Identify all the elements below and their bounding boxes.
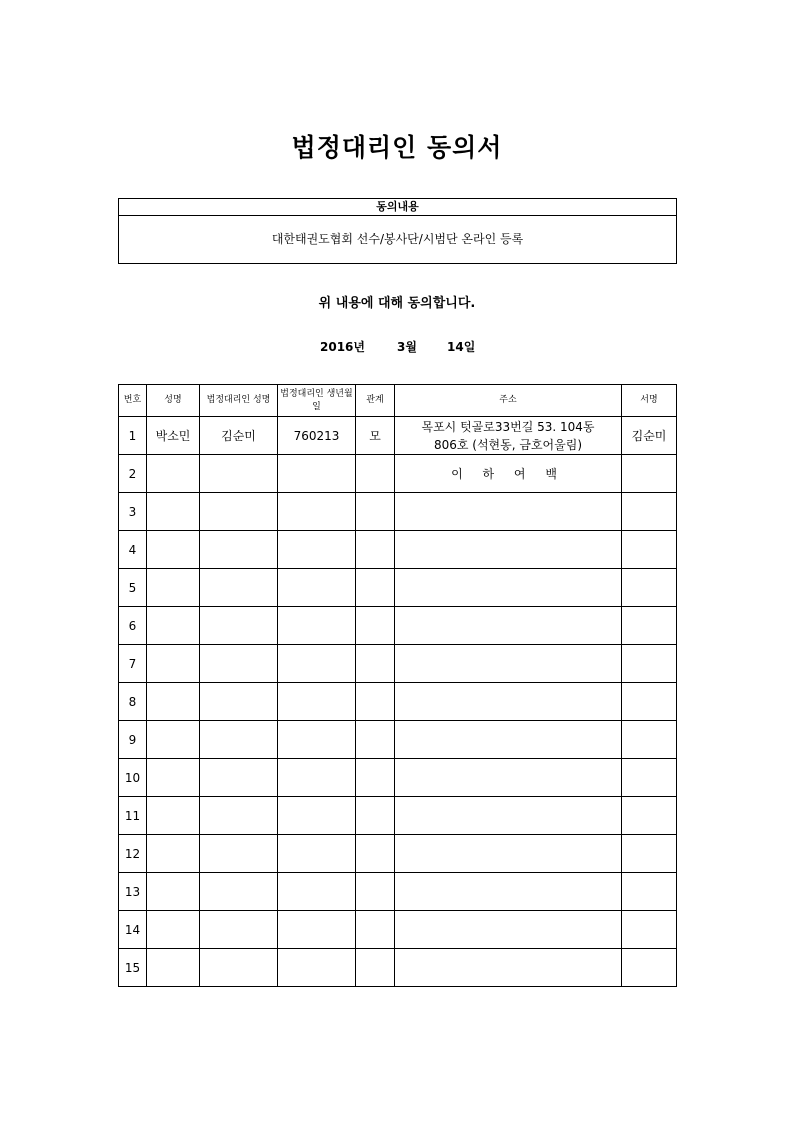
table-row [119,683,677,721]
cell-relation [356,455,395,493]
header-name: 성명 [147,385,200,417]
row-number: 15 [119,949,147,987]
row-number: 4 [119,531,147,569]
cell-guardian-name [200,721,278,759]
row-number: 1 [119,417,147,455]
table-row [119,721,677,759]
cell-guardian-birth [278,797,356,835]
cell-guardian-birth [278,607,356,645]
cell-address [395,645,622,683]
table-row [119,455,677,493]
cell-address [395,493,622,531]
cell-guardian-birth [278,759,356,797]
cell-signature [622,607,677,645]
cell-guardian-name [200,949,278,987]
cell-relation [356,645,395,683]
cell-name [147,873,200,911]
cell-guardian-birth: 760213 [278,417,356,455]
cell-address [395,569,622,607]
table-row [119,949,677,987]
table-row [119,759,677,797]
cell-relation [356,835,395,873]
header-address: 주소 [395,385,622,417]
table-body [119,417,677,987]
cell-relation [356,873,395,911]
row-number: 7 [119,645,147,683]
cell-address [395,759,622,797]
cell-guardian-birth [278,873,356,911]
cell-signature: 김순미 [622,417,677,455]
cell-address [395,797,622,835]
cell-guardian-name [200,569,278,607]
cell-guardian-birth [278,683,356,721]
cell-guardian-name [200,493,278,531]
cell-name [147,569,200,607]
cell-guardian-birth [278,949,356,987]
row-number: 2 [119,455,147,493]
cell-signature [622,531,677,569]
cell-name [147,531,200,569]
cell-guardian-name [200,683,278,721]
cell-address [395,683,622,721]
cell-address [395,721,622,759]
cell-signature [622,949,677,987]
date-year: 2016년 [320,340,365,354]
cell-relation: 모 [356,417,395,455]
cell-name [147,645,200,683]
row-number: 11 [119,797,147,835]
agreement-statement: 위 내용에 대해 동의합니다. [318,296,476,311]
cell-guardian-name [200,797,278,835]
cell-name [147,759,200,797]
cell-name: 박소민 [147,417,200,455]
table-row [119,835,677,873]
cell-name [147,721,200,759]
table-row [119,417,677,455]
cell-guardian-name [200,835,278,873]
table-row [119,607,677,645]
cell-relation [356,797,395,835]
date-month: 3월 [397,340,417,354]
cell-guardian-birth [278,531,356,569]
row-number: 8 [119,683,147,721]
cell-guardian-birth [278,721,356,759]
date-day: 14일 [447,340,476,354]
cell-guardian-name [200,455,278,493]
cell-guardian-birth [278,493,356,531]
cell-signature [622,835,677,873]
cell-signature [622,797,677,835]
cell-name [147,607,200,645]
cell-address-blank-note: 이 하 여 백 [395,455,622,493]
row-number: 3 [119,493,147,531]
cell-name [147,911,200,949]
cell-guardian-name: 김순미 [200,417,278,455]
table-row [119,873,677,911]
cell-relation [356,759,395,797]
header-guardian-name: 법정대리인 성명 [200,385,278,417]
table-header-row [119,385,677,417]
row-number: 14 [119,911,147,949]
cell-guardian-name [200,759,278,797]
cell-signature [622,493,677,531]
cell-relation [356,569,395,607]
cell-address [395,417,622,455]
cell-signature [622,645,677,683]
cell-name [147,493,200,531]
cell-signature [622,455,677,493]
cell-relation [356,531,395,569]
table-row [119,797,677,835]
cell-relation [356,493,395,531]
header-signature: 서명 [622,385,677,417]
cell-guardian-birth [278,645,356,683]
header-guardian-birth: 법정대리인 생년월일 [278,385,356,417]
consent-content-header: 동의내용 [119,199,676,216]
cell-address [395,873,622,911]
address-line-1: 목포시 텃골로33번길 53. 104동 [421,419,595,434]
cell-address [395,949,622,987]
row-number: 13 [119,873,147,911]
table-row [119,911,677,949]
table-row [119,569,677,607]
row-number: 10 [119,759,147,797]
consent-content-box [118,198,677,264]
cell-address [395,911,622,949]
cell-signature [622,721,677,759]
cell-address [395,835,622,873]
row-number: 12 [119,835,147,873]
cell-guardian-birth [278,911,356,949]
cell-signature [622,683,677,721]
cell-relation [356,683,395,721]
cell-guardian-name [200,607,278,645]
row-number: 5 [119,569,147,607]
cell-relation [356,949,395,987]
cell-name [147,949,200,987]
address-line-2: 806호 (석현동, 금호어울림) [433,437,583,452]
cell-guardian-name [200,531,278,569]
cell-name [147,835,200,873]
header-relation: 관계 [356,385,395,417]
table-row [119,493,677,531]
cell-relation [356,607,395,645]
cell-signature [622,873,677,911]
table-row [119,531,677,569]
cell-signature [622,911,677,949]
row-number: 9 [119,721,147,759]
cell-address [395,607,622,645]
table-row [119,645,677,683]
cell-guardian-birth [278,455,356,493]
cell-guardian-name [200,645,278,683]
consent-content-text: 대한태권도협회 선수/봉사단/시범단 온라인 등록 [271,232,524,246]
cell-guardian-birth [278,835,356,873]
row-number: 6 [119,607,147,645]
cell-guardian-name [200,911,278,949]
cell-name [147,797,200,835]
cell-guardian-name [200,873,278,911]
cell-name [147,455,200,493]
header-no: 번호 [119,385,147,417]
cell-name [147,683,200,721]
document-title: 법정대리인 동의서 [291,133,503,162]
cell-signature [622,569,677,607]
cell-relation [356,911,395,949]
cell-guardian-birth [278,569,356,607]
cell-relation [356,721,395,759]
guardian-consent-table [118,384,677,987]
cell-address [395,531,622,569]
cell-signature [622,759,677,797]
